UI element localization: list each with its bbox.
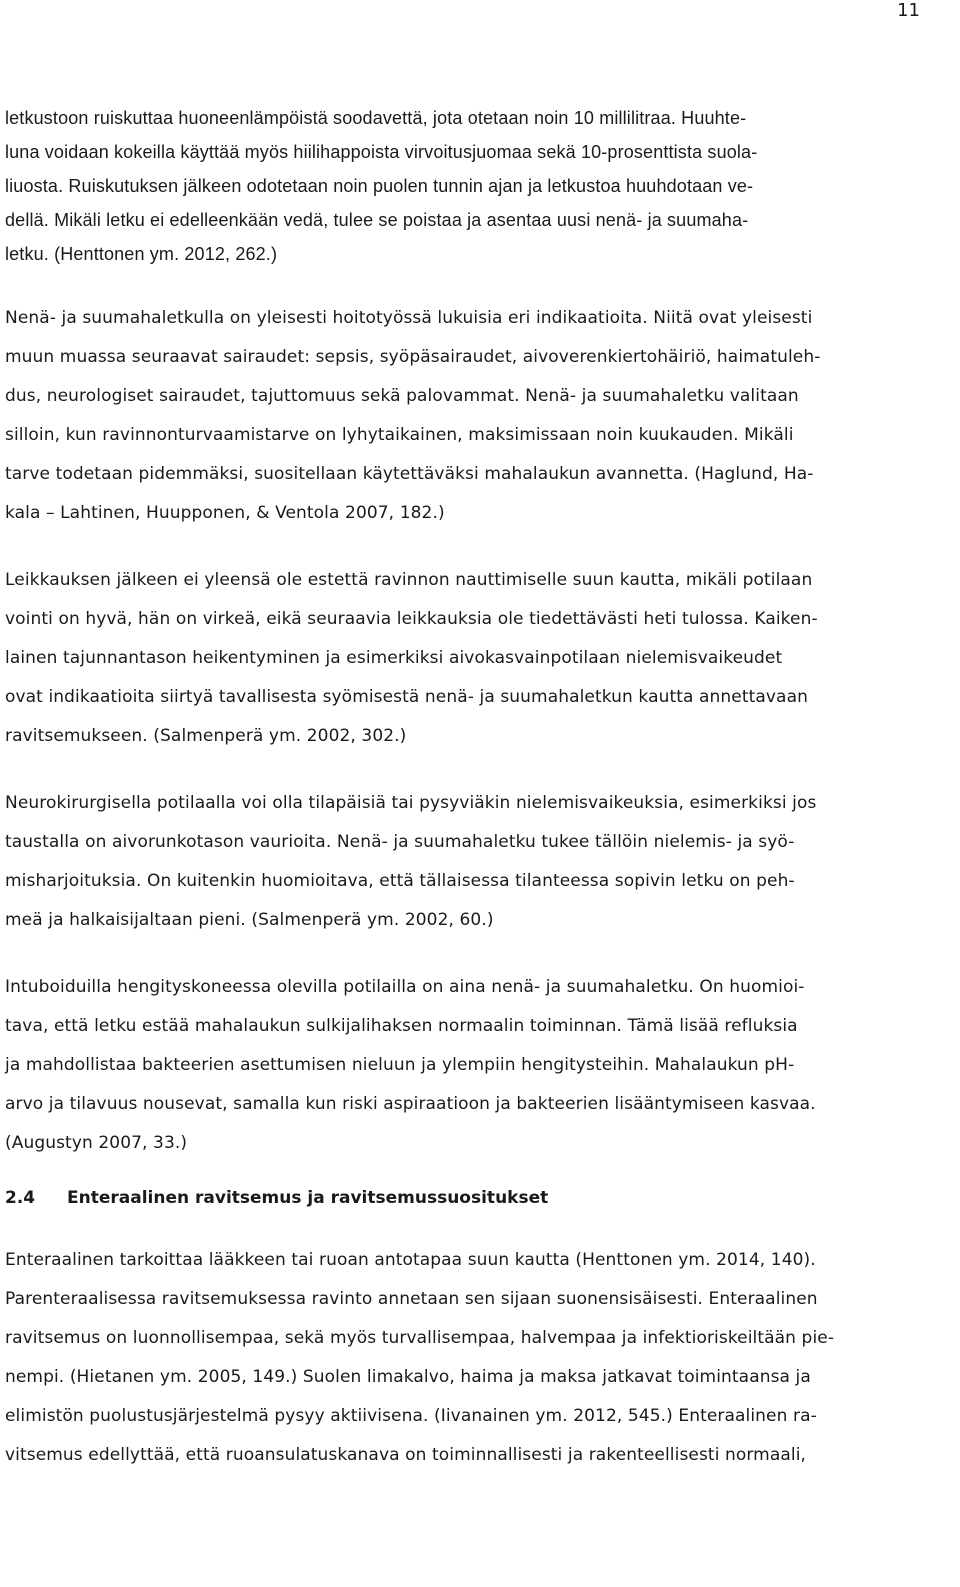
text-line: (Augustyn 2007, 33.) — [5, 1133, 188, 1153]
text-line: liuosta. Ruiskutuksen jälkeen odotetaan noin puolen tunnin ajan ja letkustoa huuhdotaan ve- — [5, 176, 754, 196]
text-line: dus, neurologiset sairaudet, tajuttomuus sekä palovammat. Nenä- ja suumahaletku valitaan — [5, 386, 799, 406]
text-line: tarve todetaan pidemmäksi, suositellaan käytettäväksi mahalaukun avannetta. (Haglund, Ha- — [5, 464, 814, 484]
text-line: Neurokirurgisella potilaalla voi olla tilapäisiä tai pysyviäkin nielemisvaikeuksia, esimerkiksi jos — [5, 793, 817, 813]
text-line: lainen tajunnantason heikentyminen ja esimerkiksi aivokasvainpotilaan nielemisvaikeudet — [5, 648, 783, 668]
text-line: meä ja halkaisijaltaan pieni. (Salmenperä ym. 2002, 60.) — [5, 910, 494, 930]
text-line: luna voidaan kokeilla käyttää myös hiilihappoista virvoitusjuomaa sekä 10-prosenttista suola- — [5, 142, 758, 162]
page-number: 11 — [897, 0, 920, 21]
text-line: muun muassa seuraavat sairaudet: sepsis, syöpäsairaudet, aivoverenkiertohäiriö, haimatuleh- — [5, 347, 821, 367]
text-line: ovat indikaatioita siirtyä tavallisesta syömisestä nenä- ja suumahaletkun kautta annettavaan — [5, 687, 808, 707]
text-line: Leikkauksen jälkeen ei yleensä ole estettä ravinnon nauttimiselle suun kautta, mikäli potilaan — [5, 570, 813, 590]
text-line: tava, että letku estää mahalaukun sulkijalihaksen normaalin toiminnan. Tämä lisää refluksia — [5, 1016, 798, 1036]
text-line: vointi on hyvä, hän on virkeä, eikä seuraavia leikkauksia ole tiedettävästi heti tulossa. Kaiken- — [5, 609, 818, 629]
paragraph-spacer — [5, 940, 950, 968]
text-line: dellä. Mikäli letku ei edelleenkään vedä, tulee se poistaa ja asentaa uusi nenä- ja suumaha- — [5, 210, 749, 230]
text-line: letkustoon ruiskuttaa huoneenlämpöistä soodavettä, jota otetaan noin 10 millilitraa. Huuhte- — [5, 108, 747, 128]
paragraph-spacer — [5, 1213, 950, 1241]
text-line: Parenteraalisessa ravitsemuksessa ravinto annetaan sen sijaan suonensisäisesti. Enteraalinen — [5, 1289, 818, 1309]
text-line: elimistön puolustusjärjestelmä pysyy aktiivisena. (Iivanainen ym. 2012, 545.) Enteraalinen ra- — [5, 1406, 817, 1426]
paragraph-postoperative — [5, 561, 950, 756]
text-line: arvo ja tilavuus nousevat, samalla kun riski aspiraatioon ja bakteerien lisääntymiseen kasvaa. — [5, 1094, 816, 1114]
paragraph-spacer — [5, 533, 950, 561]
text-line: Nenä- ja suumahaletkulla on yleisesti hoitotyössä lukuisia eri indikaatioita. Niitä ovat yleisesti — [5, 308, 813, 328]
paragraph-intubated — [5, 968, 950, 1163]
section-heading — [5, 1183, 950, 1213]
text-line: Intuboiduilla hengityskoneessa olevilla potilailla on aina nenä- ja suumahaletku. On huomioi- — [5, 977, 805, 997]
text-line: ravitsemukseen. (Salmenperä ym. 2002, 302.) — [5, 726, 407, 746]
paragraph-indications — [5, 299, 950, 533]
text-line: Enteraalinen tarkoittaa lääkkeen tai ruoan antotapaa suun kautta (Henttonen ym. 2014, 140). — [5, 1250, 816, 1270]
paragraph-spacer — [5, 271, 950, 299]
paragraph-neurosurgical — [5, 784, 950, 940]
text-line: misharjoituksia. On kuitenkin huomioitava, että tällaisessa tilanteessa sopivin letku on peh- — [5, 871, 795, 891]
section-title: Enteraalinen ravitsemus ja ravitsemussuositukset — [67, 1188, 549, 1208]
section-number: 2.4 — [5, 1188, 36, 1208]
text-line: ravitsemus on luonnollisempaa, sekä myös turvallisempaa, halvempaa ja infektioriskeiltään pie- — [5, 1328, 835, 1348]
paragraph-enteral-definition — [5, 1241, 950, 1475]
paragraph-nasogastric-flushing — [5, 101, 950, 271]
paragraph-spacer — [5, 1163, 950, 1183]
text-line: kala – Lahtinen, Huupponen, & Ventola 2007, 182.) — [5, 503, 445, 523]
text-line: vitsemus edellyttää, että ruoansulatuskanava on toiminnallisesti ja rakenteellisesti normaali, — [5, 1445, 807, 1465]
paragraph-spacer — [5, 756, 950, 784]
text-line: taustalla on aivorunkotason vaurioita. Nenä- ja suumahaletku tukee tällöin nielemis- ja syö- — [5, 832, 795, 852]
document-body — [5, 101, 950, 1475]
text-line: nempi. (Hietanen ym. 2005, 149.) Suolen limakalvo, haima ja maksa jatkavat toimintaansa ja — [5, 1367, 811, 1387]
text-line: ja mahdollistaa bakteerien asettumisen nieluun ja ylempiin hengitysteihin. Mahalaukun pH- — [5, 1055, 795, 1075]
text-line: silloin, kun ravinnonturvaamistarve on lyhytaikainen, maksimissaan noin kuukauden. Mikäli — [5, 425, 794, 445]
text-line: letku. (Henttonen ym. 2012, 262.) — [5, 244, 278, 264]
